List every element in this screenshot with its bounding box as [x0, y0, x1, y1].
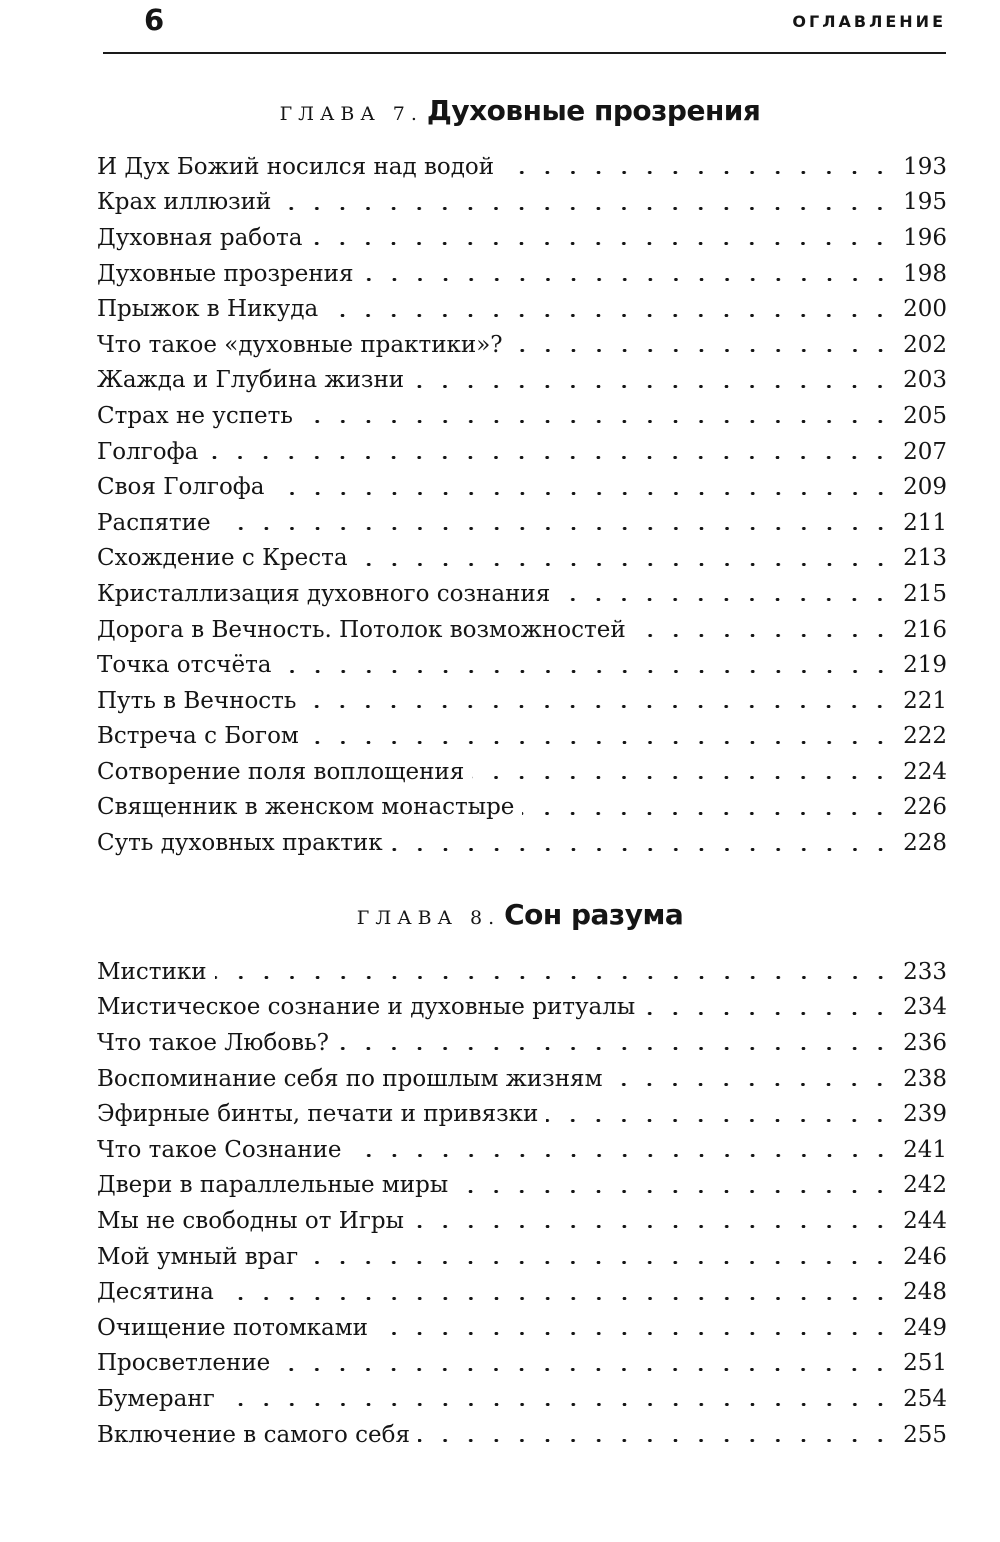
dot-leader: [279, 207, 893, 210]
toc-entry: [97, 647, 947, 683]
dot-leader: [356, 563, 893, 566]
toc-entry-page: 254: [903, 1385, 947, 1412]
toc-entry-page: 239: [903, 1101, 947, 1128]
toc-entry: [97, 954, 947, 990]
toc-entry-title: Жажда и Глубина жизни: [97, 367, 405, 394]
toc-entry: [97, 1310, 947, 1346]
toc-entry-title: Включение в самого себя: [97, 1421, 410, 1448]
toc-entry: [97, 434, 947, 470]
toc-entry: [97, 398, 947, 434]
toc-entry-page: 234: [903, 994, 947, 1021]
chapter-label: ГЛАВА 7.: [279, 103, 423, 125]
chapter-label: ГЛАВА 8.: [356, 907, 501, 929]
dot-leader: [643, 1012, 893, 1015]
running-head: ОГЛАВЛЕНИЕ: [792, 12, 946, 31]
toc-entry: [97, 256, 947, 292]
chapter-title: Сон разума: [504, 898, 684, 931]
dot-leader: [219, 527, 893, 530]
toc-entry-page: 228: [903, 830, 947, 857]
toc-entry-title: Голгофа: [97, 438, 199, 465]
toc-entry-page: 198: [903, 260, 947, 287]
dot-leader: [326, 314, 893, 317]
toc-entry-page: 211: [903, 509, 947, 536]
toc-entry-title: Священник в женском монастыре: [97, 794, 515, 821]
toc-entry-title: Духовные прозрения: [97, 260, 354, 287]
toc-entry-title: Мой умный враг: [97, 1243, 299, 1270]
toc-entry-page: 244: [903, 1207, 947, 1234]
dot-leader: [222, 1297, 893, 1300]
toc-entry-page: 195: [903, 189, 947, 216]
toc-entry-title: Мы не свободны от Игры: [97, 1207, 404, 1234]
toc-entry: [97, 719, 947, 755]
toc-entry-title: Просветление: [97, 1350, 271, 1377]
toc-entry-page: 209: [903, 474, 947, 501]
toc-entry: [97, 990, 947, 1026]
toc-entry: [97, 1203, 947, 1239]
toc-list: [97, 954, 947, 1452]
toc-entry: [97, 1025, 947, 1061]
toc-entry-page: 196: [903, 224, 947, 251]
toc-entry-page: 242: [903, 1172, 947, 1199]
toc-entry-title: Своя Голгофа: [97, 474, 265, 501]
toc-entry-page: 236: [903, 1029, 947, 1056]
dot-leader: [307, 741, 893, 744]
toc-entry: [97, 363, 947, 399]
toc-entry-title: Что такое Сознание: [97, 1136, 342, 1163]
toc-entry-title: Воспоминание себя по прошлым жизням: [97, 1065, 603, 1092]
toc-entry-title: Крах иллюзий: [97, 189, 272, 216]
toc-entry: [97, 291, 947, 327]
dot-leader: [310, 242, 893, 245]
toc-entry: [97, 327, 947, 363]
toc-entry-title: Схождение с Креста: [97, 545, 348, 572]
toc-entry: [97, 469, 947, 505]
chapter-heading: [0, 94, 1000, 134]
chapter-title: Духовные прозрения: [426, 94, 761, 127]
toc-entry: [97, 541, 947, 577]
toc-entry-title: Встреча с Богом: [97, 723, 299, 750]
toc-entry: [97, 576, 947, 612]
toc-entry-page: 216: [903, 616, 947, 643]
toc-entry: [97, 1061, 947, 1097]
toc-entry-page: 238: [903, 1065, 947, 1092]
toc-entry: [97, 1132, 947, 1168]
toc-entry: [97, 149, 947, 185]
dot-leader: [558, 598, 893, 601]
toc-entry: [97, 1346, 947, 1382]
dot-leader: [412, 385, 893, 388]
page-number: 6: [144, 3, 165, 37]
toc-entry-page: 221: [903, 687, 947, 714]
toc-entry-title: Очищение потомками: [97, 1314, 368, 1341]
dot-leader: [456, 1190, 893, 1193]
dot-leader: [215, 976, 893, 979]
dot-leader: [634, 634, 893, 637]
toc-entry: [97, 1381, 947, 1417]
dot-leader: [522, 812, 893, 815]
dot-leader: [280, 670, 894, 673]
dot-leader: [337, 1047, 893, 1050]
toc-entry-page: 203: [903, 367, 947, 394]
toc-entry: [97, 1239, 947, 1275]
dot-leader: [350, 1154, 893, 1157]
toc-entry-page: 193: [903, 153, 947, 180]
toc-entry-title: Эфирные бинты, печати и привязки: [97, 1101, 539, 1128]
chapter-heading: [0, 898, 1000, 938]
dot-leader: [412, 1225, 893, 1228]
dot-leader: [546, 1119, 893, 1122]
dot-leader: [301, 420, 893, 423]
dot-leader: [273, 492, 893, 495]
toc-entry: [97, 1417, 947, 1453]
toc-entry-page: 246: [903, 1243, 947, 1270]
toc-entry: [97, 612, 947, 648]
toc-entry-title: Мистическое сознание и духовные ритуалы: [97, 994, 636, 1021]
page-header: [103, 0, 946, 54]
toc-entry: [97, 185, 947, 221]
toc-entry-page: 251: [903, 1350, 947, 1377]
toc-entry-title: Что такое «духовные практики»?: [97, 331, 503, 358]
dot-leader: [304, 705, 893, 708]
toc-entry-title: Кристаллизация духовного сознания: [97, 580, 551, 607]
toc-entry: [97, 683, 947, 719]
dot-leader: [418, 1439, 893, 1442]
toc-entry-page: 248: [903, 1279, 947, 1306]
dot-leader: [376, 1332, 893, 1335]
toc-entry-page: 213: [903, 545, 947, 572]
toc-entry-title: Суть духовных практик: [97, 830, 383, 857]
toc-entry-title: И Дух Божий носился над водой: [97, 153, 495, 180]
toc-entry: [97, 1274, 947, 1310]
toc-entry-title: Точка отсчёта: [97, 652, 272, 679]
toc-entry-title: Дорога в Вечность. Потолок возможностей: [97, 616, 626, 643]
toc-entry: [97, 790, 947, 826]
toc-entry: [97, 754, 947, 790]
dot-leader: [391, 848, 893, 851]
toc-entry: [97, 1168, 947, 1204]
toc-entry-page: 202: [903, 331, 947, 358]
toc-entry-page: 200: [903, 296, 947, 323]
toc-entry-page: 205: [903, 402, 947, 429]
toc-entry-page: 219: [903, 652, 947, 679]
toc-entry-title: Мистики: [97, 958, 207, 985]
toc-entry-page: 215: [903, 580, 947, 607]
dot-leader: [502, 171, 893, 174]
toc-entry-page: 233: [903, 958, 947, 985]
toc-entry-title: Духовная работа: [97, 224, 303, 251]
toc-entry-title: Страх не успеть: [97, 402, 293, 429]
dot-leader: [511, 349, 893, 352]
dot-leader: [306, 1261, 893, 1264]
toc-entry: [97, 825, 947, 861]
toc-entry-page: 207: [903, 438, 947, 465]
toc-entry-page: 255: [903, 1421, 947, 1448]
toc-entry-page: 241: [903, 1136, 947, 1163]
toc-entry-title: Прыжок в Никуда: [97, 296, 319, 323]
dot-leader: [610, 1083, 893, 1086]
toc-entry: [97, 505, 947, 541]
dot-leader: [362, 278, 893, 281]
toc-entry-title: Распятие: [97, 509, 211, 536]
toc-entry-title: Сотворение поля воплощения: [97, 758, 465, 785]
toc-entry-title: Двери в параллельные миры: [97, 1172, 449, 1199]
toc-entry: [97, 220, 947, 256]
toc-list: [97, 149, 947, 861]
dot-leader: [472, 776, 893, 779]
dot-leader: [206, 456, 893, 459]
toc-entry-page: 222: [903, 723, 947, 750]
toc-entry: [97, 1096, 947, 1132]
toc-entry-page: 249: [903, 1314, 947, 1341]
toc-entry-title: Бумеранг: [97, 1385, 215, 1412]
toc-entry-title: Что такое Любовь?: [97, 1029, 329, 1056]
toc-entry-title: Десятина: [97, 1279, 214, 1306]
toc-entry-page: 224: [903, 758, 947, 785]
dot-leader: [223, 1403, 893, 1406]
toc-entry-title: Путь в Вечность: [97, 687, 297, 714]
dot-leader: [278, 1368, 893, 1371]
toc-entry-page: 226: [903, 794, 947, 821]
